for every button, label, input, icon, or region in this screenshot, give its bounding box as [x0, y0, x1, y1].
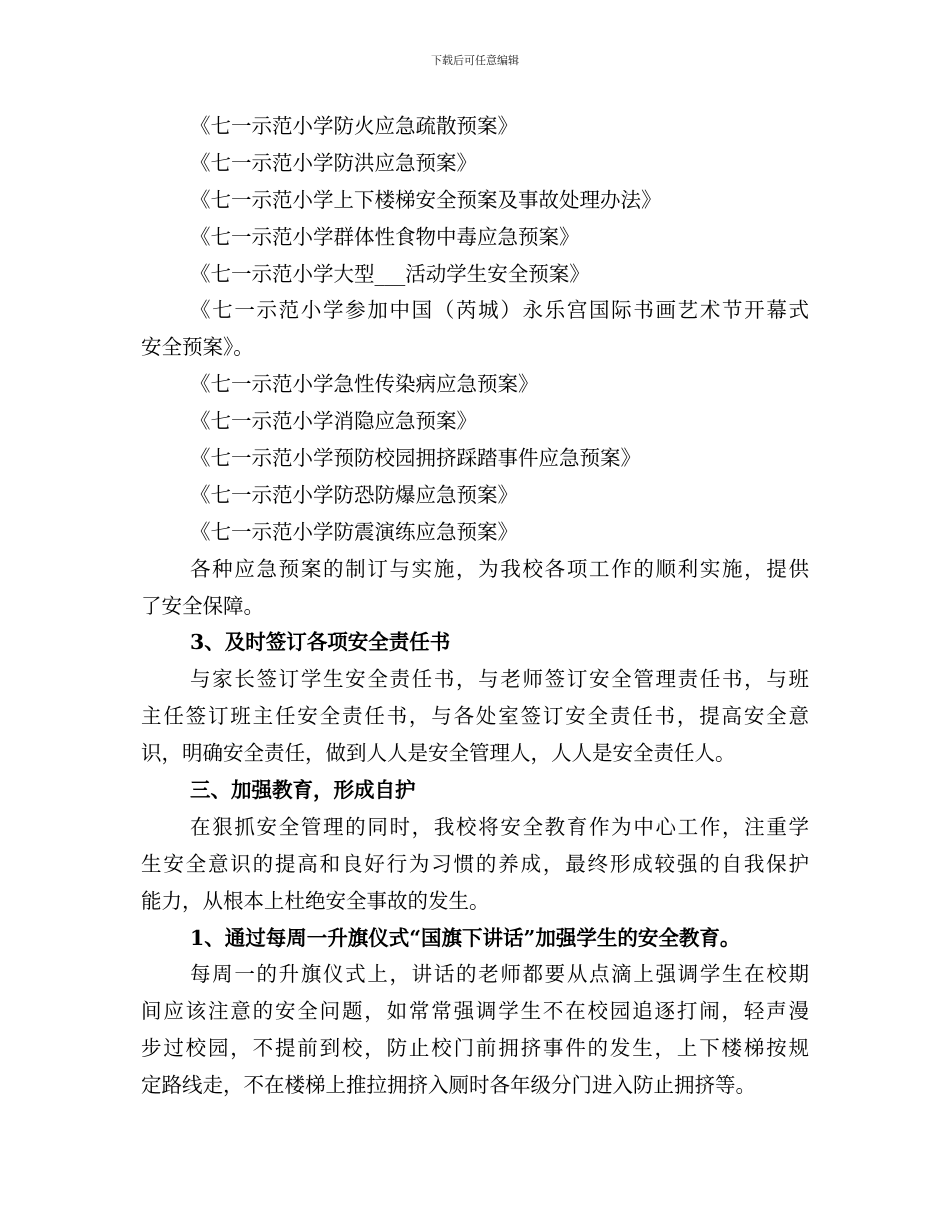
paragraph-line: 主任签订班主任安全责任书，与各处室签订安全责任书，提高安全意 — [141, 704, 809, 729]
paragraph-line: 能力，从根本上杜绝安全事故的发生。 — [141, 888, 490, 913]
paragraph-line: 安全预案》。 — [141, 335, 254, 360]
paragraph-line: 识，明确安全责任，做到人人是安全管理人，人人是安全责任人。 — [141, 741, 736, 766]
paragraph-line: 每周一的升旗仪式上，讲话的老师都要从点滴上强调学生在校期 — [190, 962, 809, 987]
paragraph-line: 与家长签订学生安全责任书，与老师签订安全管理责任书，与班 — [190, 667, 809, 692]
page-header-note: 下载后可任意编辑 — [431, 54, 519, 67]
document-body — [141, 108, 809, 1104]
paragraph-line: 《七一示范小学上下楼梯安全预案及事故处理办法》 — [190, 187, 662, 212]
paragraph-line: 《七一示范小学大型___活动学生安全预案》 — [190, 261, 590, 286]
paragraph-line: 《七一示范小学防洪应急预案》 — [190, 150, 477, 175]
paragraph-line: 《七一示范小学预防校园拥挤踩踏事件应急预案》 — [190, 446, 641, 471]
paragraph-line: 生安全意识的提高和良好行为习惯的养成，最终形成较强的自我保护 — [141, 851, 809, 876]
section-heading: 1、通过每周一升旗仪式“国旗下讲话”加强学生的安全教育。 — [190, 925, 741, 950]
paragraph-line: 在狠抓安全管理的同时，我校将安全教育作为中心工作，注重学 — [190, 814, 809, 839]
paragraph-line: 步过校园，不提前到校，防止校门前拥挤事件的发生，上下楼梯按规 — [141, 1036, 809, 1061]
paragraph-line: 《七一示范小学参加中国（芮城）永乐宫国际书画艺术节开幕式 — [190, 298, 809, 323]
section-heading: 3、及时签订各项安全责任书 — [190, 630, 451, 655]
paragraph-line: 定路线走，不在楼梯上推拉拥挤入厕时各年级分门进入防止拥挤等。 — [141, 1073, 756, 1098]
paragraph-line: 《七一示范小学防火应急疏散预案》 — [190, 114, 518, 138]
paragraph-line: 《七一示范小学急性传染病应急预案》 — [190, 372, 539, 397]
paragraph-line: 了安全保障。 — [141, 593, 264, 618]
paragraph-line: 《七一示范小学群体性食物中毒应急预案》 — [190, 224, 580, 249]
paragraph-line: 《七一示范小学防恐防爆应急预案》 — [190, 482, 518, 507]
paragraph-line: 各种应急预案的制订与实施，为我校各项工作的顺利实施，提供 — [190, 556, 809, 581]
section-heading: 三、加强教育，形成自护 — [190, 778, 416, 803]
paragraph-line: 《七一示范小学防震演练应急预案》 — [190, 519, 518, 544]
paragraph-line: 间应该注意的安全问题，如常常强调学生不在校园追逐打闹，轻声漫 — [141, 999, 809, 1024]
paragraph-line: 《七一示范小学消隐应急预案》 — [190, 409, 477, 434]
